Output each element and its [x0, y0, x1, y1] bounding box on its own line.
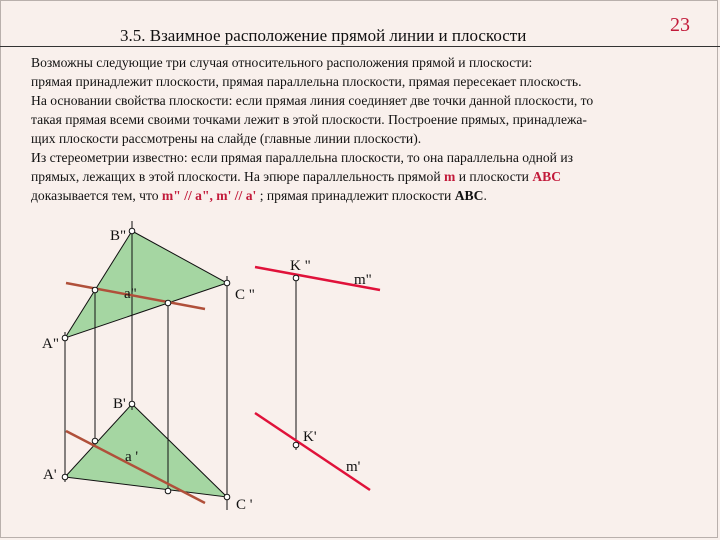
body-line: такая прямая всеми своими точками лежит в этой плоскости. Построение прямых, принадлежа-: [31, 112, 587, 127]
point-a-line-2-horizontal: [165, 488, 171, 494]
text-run: ; прямая принадлежит плоскости: [256, 188, 455, 203]
text-run: прямых, лежащих в этой плоскости. На эпюре параллельность прямой: [31, 169, 445, 184]
point-a-line-2-frontal: [165, 300, 171, 306]
label-c1: C ': [236, 497, 253, 513]
label-m2: m": [354, 272, 372, 288]
point-b2: [129, 228, 135, 234]
line-m-ref: m: [444, 169, 456, 184]
body-line: Возможны следующие три случая относительного расположения прямой и плоскости:: [31, 55, 533, 70]
point-a2: [62, 335, 68, 341]
parallel-relation: m" // a", m' // a': [161, 188, 257, 203]
point-b1: [129, 401, 135, 407]
body-line: На основании свойства плоскости: если прямая линия соединяет две точки данной плоскости, то: [31, 93, 594, 108]
label-b1: B': [113, 396, 126, 412]
page-number: 23: [670, 14, 690, 36]
label-k1: K': [303, 429, 317, 445]
point-c2: [224, 280, 230, 286]
point-c1: [224, 494, 230, 500]
label-b2: B": [110, 228, 127, 244]
point-a1: [62, 474, 68, 480]
point-a-line-1-frontal: [92, 287, 98, 293]
label-m1: m': [346, 459, 361, 475]
text-run: доказывается тем, что: [31, 188, 162, 203]
line-m-horizontal: [255, 413, 370, 490]
slide-title: 3.5. Взаимное расположение прямой линии и плоскости: [120, 26, 527, 45]
point-k2: [293, 275, 299, 281]
text-run: .: [483, 188, 487, 203]
label-a1: a ': [125, 449, 139, 465]
label-a2: a": [124, 286, 137, 302]
body-line: щих плоскости рассмотрены на слайде (главные линии плоскости).: [31, 131, 422, 146]
label-a1-vertex: A': [43, 467, 57, 483]
plane-abc-ref: ABC: [454, 188, 484, 203]
body-line: Из стереометрии известно: если прямая параллельна плоскости, то она параллельна одной из: [31, 150, 573, 165]
triangle-frontal-projection: [65, 231, 227, 338]
label-a2-vertex: A": [42, 336, 59, 352]
plane-abc-ref: ABC: [532, 169, 562, 184]
label-c2: C ": [235, 287, 255, 303]
text-run: и плоскости: [455, 169, 533, 184]
point-a-line-1-horizontal: [92, 438, 98, 444]
label-k2: K ": [290, 258, 311, 274]
point-k1: [293, 442, 299, 448]
body-line: прямая принадлежит плоскости, прямая параллельна плоскости, прямая пересекает плоскость.: [31, 74, 582, 89]
triangle-horizontal-projection: [65, 404, 227, 497]
